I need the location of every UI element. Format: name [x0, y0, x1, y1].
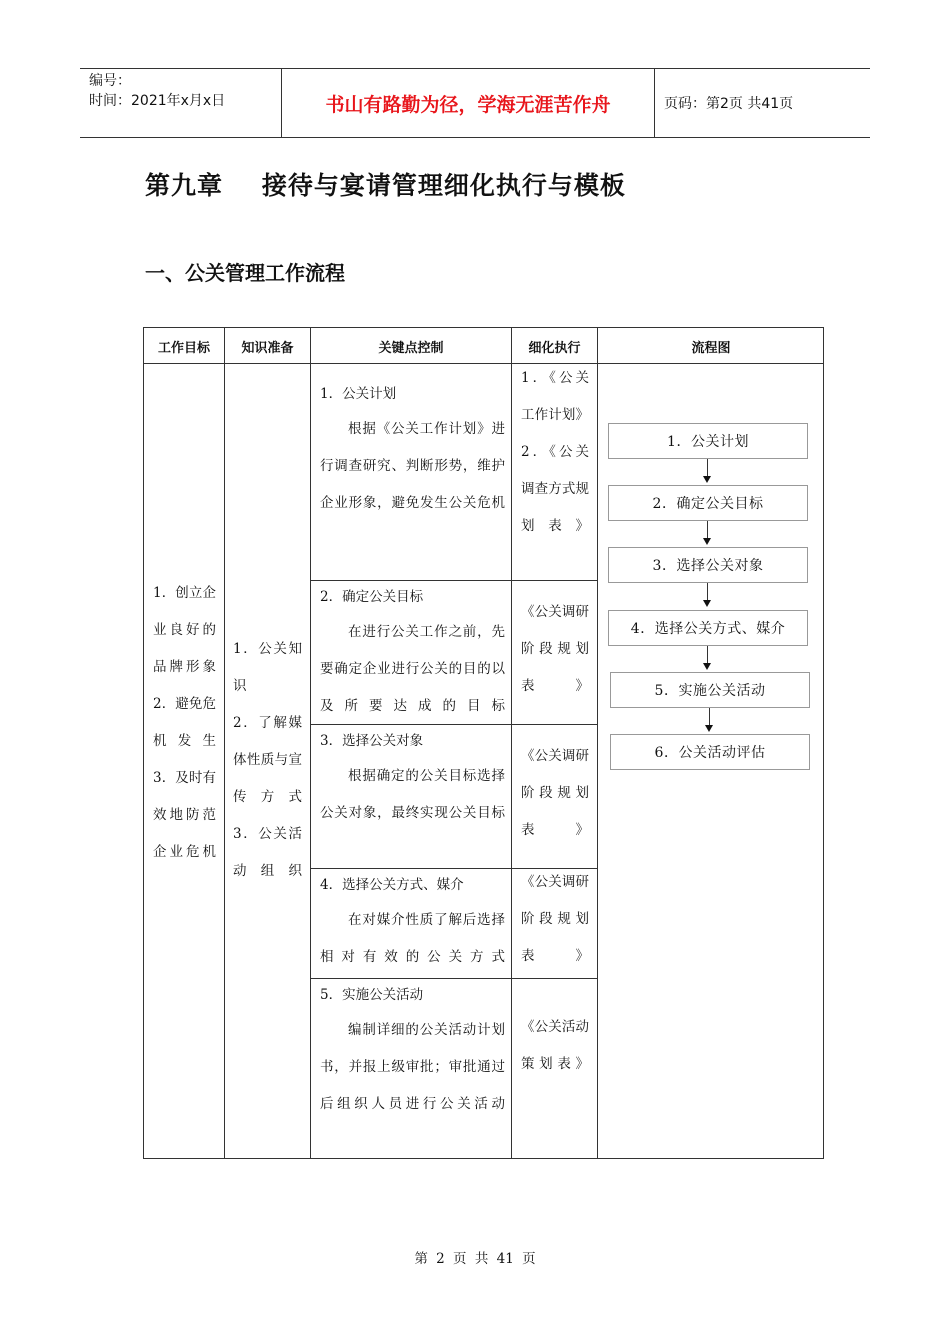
- control-title: 5．实施公关活动: [320, 987, 424, 1003]
- flow-arrow: [707, 459, 708, 481]
- flow-step-2: 2．确定公关目标: [608, 485, 808, 521]
- knowledge-item: 3．公关活动组织: [233, 826, 302, 879]
- knowledge-item: 2．了解媒体性质与宣传方式: [233, 715, 302, 805]
- header-execution: 细化执行: [528, 340, 581, 356]
- control-title: 3．选择公关对象: [320, 733, 424, 749]
- flow-step-6: 6．公关活动评估: [610, 734, 810, 770]
- doc-date: 时间：2021年x月x日: [89, 93, 226, 109]
- execution-cell-4: 《公关调研阶段规划表》: [521, 874, 589, 964]
- control-body: 根据《公关工作计划》进行调查研究、判断形势，维护企业形象，避免发生公关危机: [320, 421, 505, 511]
- control-row-5: [320, 978, 505, 1123]
- flow-step-3: 3．选择公关对象: [608, 547, 808, 583]
- control-body: 编制详细的公关活动计划书，并报上级审批；审批通过后组织人员进行公关活动: [320, 1022, 505, 1112]
- column-divider: [597, 328, 598, 1158]
- header-control: 关键点控制: [378, 340, 444, 356]
- control-title: 4．选择公关方式、媒介: [320, 877, 464, 893]
- control-row-2: [320, 580, 505, 725]
- control-body: 根据确定的公关目标选择公关对象，最终实现公关目标: [320, 768, 505, 821]
- header-meta: [80, 69, 280, 137]
- column-divider: [511, 328, 512, 1158]
- control-row-3: [320, 724, 505, 832]
- flow-arrow: [707, 583, 708, 605]
- control-title: 2．确定公关目标: [320, 589, 424, 605]
- document-header: [80, 68, 870, 138]
- execution-cell-5: 《公关活动策划表》: [521, 1019, 589, 1072]
- control-title: 1．公关计划: [320, 386, 397, 402]
- chapter-title: 第九章 接待与宴请管理细化执行与模板: [145, 171, 626, 200]
- column-divider: [310, 328, 311, 1158]
- section-title: 一、公关管理工作流程: [145, 261, 345, 285]
- flow-step-5: 5．实施公关活动: [610, 672, 810, 708]
- knowledge-item: 1．公关知识: [233, 641, 302, 694]
- execution-cell-1: 1．《公关工作计划》 2．《公关调查方式规划表》: [521, 370, 589, 534]
- goal-item: 2．避免危机发生: [153, 696, 216, 749]
- control-row-4: [320, 868, 505, 976]
- control-body: 在进行公关工作之前，先要确定企业进行公关的目的以及所要达成的目标: [320, 624, 505, 714]
- flow-arrow: [707, 646, 708, 668]
- knowledge-cell: [233, 631, 302, 890]
- goal-item: 1．创立企业良好的品牌形象: [153, 585, 216, 675]
- header-page-info: 页码：第2页 共41页: [664, 96, 794, 112]
- header-motto: 书山有路勤为径，学海无涯苦作舟: [281, 69, 655, 137]
- flow-step-1: 1．公关计划: [608, 423, 808, 459]
- column-divider: [224, 328, 225, 1158]
- header-knowledge: 知识准备: [241, 340, 294, 356]
- control-body: 在对媒介性质了解后选择相对有效的公关方式: [320, 912, 505, 965]
- process-table: [143, 327, 824, 1159]
- execution-cell-2: 《公关调研阶段规划表》: [521, 604, 589, 694]
- flow-step-4: 4．选择公关方式、媒介: [608, 610, 808, 646]
- header-flowchart: 流程图: [691, 340, 731, 356]
- doc-number-label: 编号：: [89, 73, 131, 89]
- execution-cell-3: 《公关调研阶段规划表》: [521, 748, 589, 838]
- page-footer: 第 2 页 共 41 页: [414, 1251, 536, 1267]
- flow-arrow: [709, 708, 710, 730]
- header-goal: 工作目标: [157, 340, 210, 356]
- control-row-1: [320, 377, 505, 522]
- goal-item: 3．及时有效地防范企业危机: [153, 770, 216, 860]
- flow-arrow: [707, 521, 708, 543]
- goals-cell: [153, 575, 216, 871]
